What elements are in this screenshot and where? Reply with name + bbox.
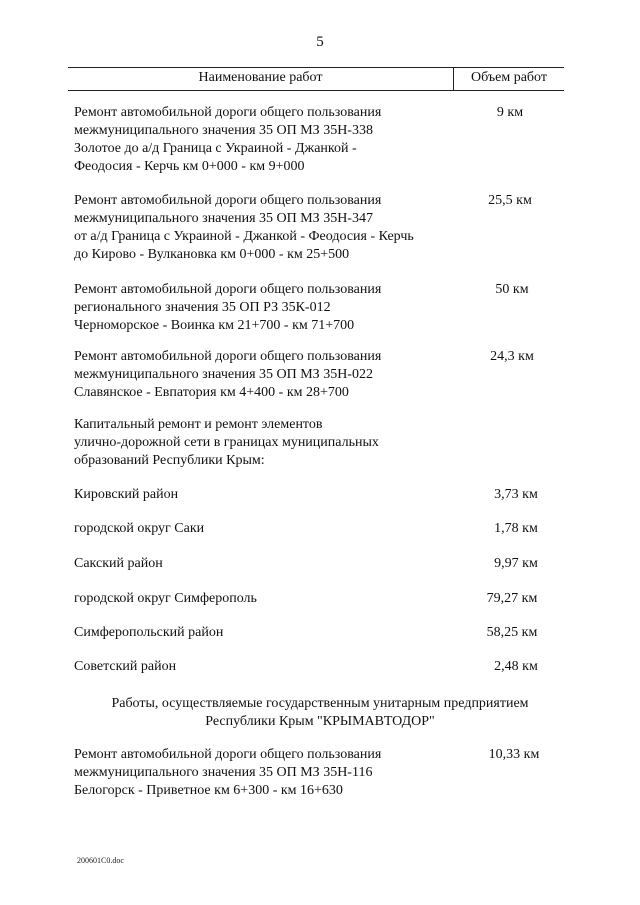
file-footer: 200601С0.doc: [77, 856, 124, 865]
entry-line: Славянское - Евпатория км 4+400 - км 28+700: [74, 385, 349, 400]
district-volume: 9,97 км: [494, 556, 538, 571]
district-name: городской округ Симферополь: [74, 591, 257, 606]
district-name: Сакский район: [74, 556, 163, 571]
gup-heading-line: Республики Крым "КРЫМАВТОДОР": [205, 714, 435, 729]
entry-volume: 50 км: [495, 282, 529, 297]
district-name: Советский район: [74, 659, 177, 674]
work-entry: [74, 746, 454, 800]
district-volume: 1,78 км: [494, 521, 538, 536]
entry-line: Белогорск - Приветное км 6+300 - км 16+630: [74, 783, 343, 798]
capital-repair-heading: [74, 416, 454, 470]
entry-line: регионального значения 35 ОП РЗ 35К-012: [74, 300, 331, 315]
entry-volume: 24,3 км: [490, 349, 534, 364]
district-name: городской округ Саки: [74, 521, 205, 536]
table-header: [68, 67, 564, 91]
entry-volume: 25,5 км: [488, 193, 532, 208]
district-name: Кировский район: [74, 487, 179, 502]
page-number: 5: [316, 34, 324, 50]
entry-line: межмуниципального значения 35 ОП МЗ 35Н-022: [74, 367, 373, 382]
entry-line: Черноморское - Воинка км 21+700 - км 71+700: [74, 318, 355, 333]
entry-line: Феодосия - Керчь км 0+000 - км 9+000: [74, 159, 305, 174]
district-volume: 58,25 км: [486, 625, 538, 640]
entry-volume: 10,33 км: [488, 747, 540, 762]
header-volume-column: Объем работ: [471, 70, 547, 85]
work-entry: [74, 281, 454, 335]
district-volume: 79,27 км: [486, 591, 538, 606]
entry-line: Ремонт автомобильной дороги общего пользования: [74, 349, 382, 364]
entry-line: образований Республики Крым:: [74, 453, 265, 468]
entry-line: Ремонт автомобильной дороги общего пользования: [74, 747, 382, 762]
district-name: Симферопольский район: [74, 625, 224, 640]
entry-line: до Кирово - Вулкановка км 0+000 - км 25+500: [74, 247, 350, 262]
district-volume: 2,48 км: [494, 659, 538, 674]
entry-volume: 9 км: [496, 105, 524, 120]
entry-line: межмуниципального значения 35 ОП МЗ 35Н-338: [74, 123, 373, 138]
work-entry: [74, 348, 454, 402]
work-entry: [74, 104, 454, 176]
gup-heading-line: Работы, осуществляемые государственным унитарным предприятием: [111, 696, 529, 711]
district-volume: 3,73 км: [494, 487, 538, 502]
entry-line: межмуниципального значения 35 ОП МЗ 35Н-347: [74, 211, 373, 226]
entry-line: Золотое до а/д Граница с Украиной - Джанкой -: [74, 141, 357, 156]
entry-line: Ремонт автомобильной дороги общего пользования: [74, 105, 382, 120]
entry-line: Ремонт автомобильной дороги общего пользования: [74, 193, 382, 208]
entry-line: от а/д Граница с Украиной - Джанкой - Феодосия - Керчь: [74, 229, 414, 244]
entry-line: Капитальный ремонт и ремонт элементов: [74, 417, 323, 432]
entry-line: Ремонт автомобильной дороги общего пользования: [74, 282, 382, 297]
work-entry: [74, 192, 454, 264]
gup-heading: [0, 695, 640, 731]
entry-line: улично-дорожной сети в границах муниципальных: [74, 435, 379, 450]
entry-line: межмуниципального значения 35 ОП МЗ 35Н-116: [74, 765, 373, 780]
header-name-column: Наименование работ: [198, 70, 323, 85]
